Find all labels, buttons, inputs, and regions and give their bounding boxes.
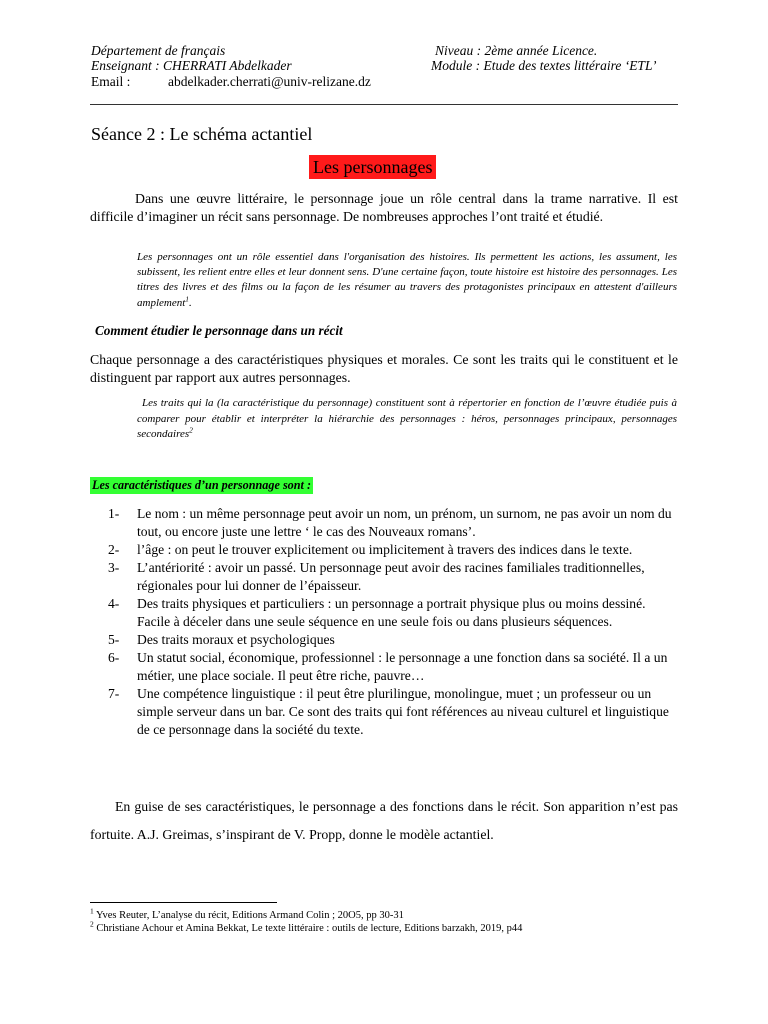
- session-title: Séance 2 : Le schéma actantiel: [91, 124, 313, 144]
- footnote-2-number: 2: [90, 919, 94, 929]
- intro-paragraph: Dans une œuvre littéraire, le personnage joue un rôle central dans la trame narrative. Il est difficile d’imaginer un récit sans personnage. De nombreuses approches l’ont traité et étudié.: [90, 191, 678, 224]
- list-number: 6-: [108, 650, 120, 665]
- list-number: 4-: [108, 596, 120, 611]
- subheading: Comment étudier le personnage dans un récit: [95, 323, 343, 338]
- list-number: 3-: [108, 560, 120, 575]
- final-paragraph: En guise de ses caractéristiques, le personnage a des fonctions dans le récit. Son apparition n’est pas fortuite. A.J. Greimas, s’inspirant de V. Propp, donne le modèle actantiel.: [90, 799, 678, 842]
- quote-2-text: Les traits qui la (la caractéristique du personnage) constituent sont à répertorier en fonction de l’œuvre étudiée puis à comparer pour établir et interpréter la hiérarchie des personnages : héros, personnages principaux, personnages secondaires: [137, 397, 677, 440]
- list-number: 2-: [108, 542, 120, 557]
- list-item: [108, 505, 680, 541]
- footnote-rule: [90, 902, 277, 903]
- list-text: Des traits physiques et particuliers : un personnage a portrait physique plus ou moins dessiné. Facile à déceler dans une seule séquence en une seule fois ou dans plusieurs séquences.: [137, 596, 646, 629]
- footnote-2: [90, 919, 523, 936]
- list-item: [108, 559, 680, 595]
- list-number: 5-: [108, 632, 120, 647]
- footnote-1: [90, 906, 404, 923]
- quote-1: [137, 250, 677, 311]
- list-item: [108, 541, 680, 559]
- paragraph-2: Chaque personnage a des caractéristiques physiques et morales. Ce sont les traits qui le constituent et le distinguent par rapport aux autres personnages.: [90, 352, 678, 385]
- header-teacher: Enseignant : CHERRATI Abdelkader: [91, 58, 292, 73]
- list-text: Une compétence linguistique : il peut être plurilingue, monolingue, muet ; un professeur ou un simple serveur dans un bar. Ce sont des traits qui font références au niveau culturel et linguistique de ce personnage dans la société du texte.: [137, 686, 669, 737]
- list-text: Des traits moraux et psychologiques: [137, 632, 335, 647]
- list-item: [108, 685, 680, 739]
- footnote-ref-2: 2: [189, 425, 193, 435]
- list-text: Un statut social, économique, professionnel : le personnage a une fonction dans sa société. Il a un métier, une place sociale. Il peut être riche, pauvre…: [137, 650, 668, 683]
- quote-1-end: .: [189, 296, 192, 309]
- list-number: 7-: [108, 686, 120, 701]
- footnote-1-text: Yves Reuter, L’analyse du récit, Editions Armand Colin ; 20O5, pp 30-31: [93, 910, 404, 921]
- characteristics-heading: Les caractéristiques d’un personnage sont :: [92, 478, 312, 492]
- characteristics-list: [108, 505, 680, 739]
- quote-1-text: Les personnages ont un rôle essentiel dans l'organisation des histoires. Ils permettent les actions, les assument, les subissent, les relient entre elles et leur donnent sens. D'une certaine façon, toute histoire est histoire des personnages. Les titres des livres et des films ou la façon de les résumer au travers des protagonistes principaux en attestent d'ailleurs amplement: [137, 251, 677, 309]
- footnote-2-text: Christiane Achour et Amina Bekkat, Le texte littéraire : outils de lecture, Editions barzakh, 2019, p44: [93, 923, 523, 934]
- footnote-1-number: 1: [90, 906, 94, 916]
- header-rule: [90, 104, 678, 105]
- list-number: 1-: [108, 506, 120, 521]
- header-department: Département de français: [91, 43, 226, 58]
- list-item: [108, 649, 680, 685]
- section-heading: Les personnages: [309, 155, 436, 179]
- header-email-label: Email :: [91, 74, 131, 89]
- list-item: [108, 595, 680, 631]
- header-email: abdelkader.cherrati@univ-relizane.dz: [168, 74, 371, 89]
- list-text: L’antériorité : avoir un passé. Un personnage peut avoir des racines familiales traditionnelles, régionales pour lui donner de l’épaisseur.: [137, 560, 645, 593]
- header-module: Module : Etude des textes littéraire ‘ETL’: [431, 58, 657, 73]
- list-text: l’âge : on peut le trouver explicitement ou implicitement à travers des indices dans le texte.: [137, 542, 633, 557]
- header-level: Niveau : 2ème année Licence.: [435, 43, 598, 58]
- quote-2: [137, 396, 677, 443]
- list-text: Le nom : un même personnage peut avoir un nom, un prénom, un surnom, ne pas avoir un nom du tout, ou encore juste une lettre ‘ le cas des Nouveaux romans’.: [137, 506, 672, 539]
- footnote-ref-1: 1: [185, 293, 190, 303]
- list-item: [108, 631, 680, 649]
